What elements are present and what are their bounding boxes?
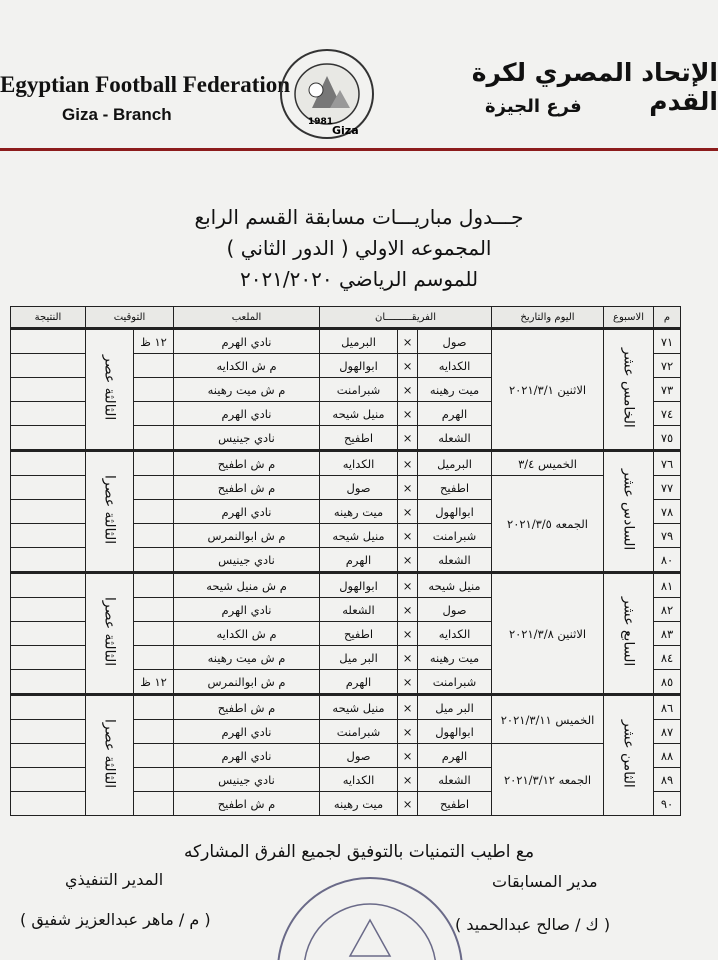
venue: نادي الهرم <box>174 598 320 622</box>
away-team: منيل شيحه <box>320 402 398 426</box>
competitions-manager-title: مدير المسابقات <box>492 872 598 891</box>
match-result <box>11 329 86 354</box>
home-team: الكدايه <box>418 354 492 378</box>
match-result <box>11 622 86 646</box>
away-team: اطفيح <box>320 622 398 646</box>
week-label-text: السابع عشر <box>620 597 637 667</box>
away-team: ابوالهول <box>320 573 398 598</box>
match-result <box>11 598 86 622</box>
match-result <box>11 426 86 451</box>
versus-mark: × <box>398 548 418 573</box>
home-team: اطفيح <box>418 476 492 500</box>
versus-mark: × <box>398 695 418 720</box>
week-label-text: الثامن عشر <box>620 720 637 788</box>
match-number: ٧٢ <box>654 354 681 378</box>
venue: نادي جينيس <box>174 548 320 573</box>
match-number: ٨٩ <box>654 768 681 792</box>
match-time <box>134 402 174 426</box>
match-result <box>11 402 86 426</box>
executive-director-title: المدير التنفيذي <box>65 870 164 889</box>
home-team: ميت رهينه <box>418 378 492 402</box>
match-result <box>11 573 86 598</box>
match-time <box>134 646 174 670</box>
match-time <box>134 598 174 622</box>
match-day-date: الخميس ٢٠٢١/٣/١١ <box>492 695 604 744</box>
venue: م ش ابوالنمرس <box>174 524 320 548</box>
home-team: الشعله <box>418 768 492 792</box>
match-time <box>134 744 174 768</box>
week-time <box>86 329 134 451</box>
venue: نادي الهرم <box>174 744 320 768</box>
match-result <box>11 451 86 476</box>
away-team: شبرامنت <box>320 378 398 402</box>
away-team: صول <box>320 476 398 500</box>
away-team: الهرم <box>320 670 398 695</box>
versus-mark: × <box>398 426 418 451</box>
away-team: ميت رهينه <box>320 500 398 524</box>
away-team: شبرامنت <box>320 720 398 744</box>
week-label <box>604 695 654 816</box>
branch-name-arabic: فرع الجيزة <box>485 96 582 117</box>
federation-name-english: Egyptian Football Federation <box>0 72 291 97</box>
col-header-week: الاسبوع <box>604 307 654 329</box>
venue: نادي جينيس <box>174 768 320 792</box>
versus-mark: × <box>398 670 418 695</box>
match-number: ٧١ <box>654 329 681 354</box>
schedule-title: جـــدول مباريـــات مسابقة القسم الرابع <box>194 205 524 229</box>
match-row <box>11 329 681 354</box>
venue: م ش اطفيح <box>174 451 320 476</box>
versus-mark: × <box>398 524 418 548</box>
week-label <box>604 573 654 695</box>
match-row <box>11 573 681 598</box>
versus-mark: × <box>398 792 418 816</box>
match-day-date: الجمعه ٢٠٢١/٣/٥ <box>492 476 604 573</box>
closing-greeting: مع اطيب التمنيات بالتوفيق لجميع الفرق المشاركه <box>183 842 535 862</box>
match-time <box>134 548 174 573</box>
home-team: منيل شيحه <box>418 573 492 598</box>
match-time <box>134 354 174 378</box>
col-header-result: النتيجة <box>11 307 86 329</box>
federation-name-arabic: الإتحاد المصري لكرة القدم <box>471 58 718 116</box>
home-team: الهرم <box>418 402 492 426</box>
match-number: ٨١ <box>654 573 681 598</box>
match-row <box>11 695 681 720</box>
match-day-date: الاثنين ٢٠٢١/٣/١ <box>492 329 604 451</box>
match-result <box>11 670 86 695</box>
col-header-date: اليوم والتاريخ <box>492 307 604 329</box>
versus-mark: × <box>398 476 418 500</box>
match-row <box>11 451 681 476</box>
venue: نادي الهرم <box>174 402 320 426</box>
versus-mark: × <box>398 598 418 622</box>
venue: م ش ميت رهينه <box>174 378 320 402</box>
giza-football-logo <box>272 46 382 146</box>
versus-mark: × <box>398 573 418 598</box>
match-time <box>134 500 174 524</box>
week-time-text: الثالثة عصرا <box>101 475 118 545</box>
match-number: ٨٧ <box>654 720 681 744</box>
home-team: شبرامنت <box>418 524 492 548</box>
match-time <box>134 524 174 548</box>
schedule-season: للموسم الرياضي ٢٠٢١/٢٠٢٠ <box>239 267 479 291</box>
match-day-date: الخميس ٣/٤ <box>492 451 604 476</box>
versus-mark: × <box>398 378 418 402</box>
week-time <box>86 573 134 695</box>
match-result <box>11 354 86 378</box>
venue: نادي جينيس <box>174 426 320 451</box>
match-result <box>11 720 86 744</box>
venue: نادي الهرم <box>174 720 320 744</box>
match-number: ٨٨ <box>654 744 681 768</box>
away-team: الهرم <box>320 548 398 573</box>
match-schedule-table <box>10 306 681 816</box>
versus-mark: × <box>398 744 418 768</box>
match-result <box>11 476 86 500</box>
away-team: صول <box>320 744 398 768</box>
match-number: ٩٠ <box>654 792 681 816</box>
home-team: البرميل <box>418 451 492 476</box>
venue: م ش اطفيح <box>174 476 320 500</box>
match-time <box>134 622 174 646</box>
match-result <box>11 548 86 573</box>
match-number: ٧٨ <box>654 500 681 524</box>
logo-name: Giza <box>332 124 359 137</box>
home-team: البر ميل <box>418 695 492 720</box>
away-team: ميت رهينه <box>320 792 398 816</box>
col-header-no: م <box>654 307 681 329</box>
away-team: البر ميل <box>320 646 398 670</box>
venue: م ش اطفيح <box>174 695 320 720</box>
away-team: الشعله <box>320 598 398 622</box>
venue: نادي الهرم <box>174 500 320 524</box>
home-team: اطفيح <box>418 792 492 816</box>
away-team: الكدايه <box>320 768 398 792</box>
match-time <box>134 378 174 402</box>
match-result <box>11 646 86 670</box>
match-number: ٧٦ <box>654 451 681 476</box>
match-number: ٧٥ <box>654 426 681 451</box>
away-team: اطفيح <box>320 426 398 451</box>
week-time-text: الثالثة عصر <box>101 355 118 421</box>
home-team: صول <box>418 598 492 622</box>
match-number: ٧٧ <box>654 476 681 500</box>
match-number: ٨٦ <box>654 695 681 720</box>
home-team: شبرامنت <box>418 670 492 695</box>
col-header-teams: الفريقـــــــــان <box>320 307 492 329</box>
versus-mark: × <box>398 768 418 792</box>
week-label <box>604 451 654 573</box>
versus-mark: × <box>398 402 418 426</box>
versus-mark: × <box>398 720 418 744</box>
week-label <box>604 329 654 451</box>
home-team: ميت رهينه <box>418 646 492 670</box>
venue: م ش ابوالنمرس <box>174 670 320 695</box>
stamp-seal <box>270 870 470 960</box>
col-header-venue: الملعب <box>174 307 320 329</box>
header-divider <box>0 148 718 151</box>
versus-mark: × <box>398 354 418 378</box>
away-team: البرميل <box>320 329 398 354</box>
versus-mark: × <box>398 451 418 476</box>
match-time: ١٢ ظ <box>134 670 174 695</box>
match-number: ٧٩ <box>654 524 681 548</box>
away-team: منيل شيحه <box>320 524 398 548</box>
venue: م ش اطفيح <box>174 792 320 816</box>
versus-mark: × <box>398 646 418 670</box>
week-label-text: السادس عشر <box>620 469 637 551</box>
match-result <box>11 695 86 720</box>
match-result <box>11 500 86 524</box>
versus-mark: × <box>398 500 418 524</box>
week-label-text: الخامس عشر <box>620 348 637 428</box>
match-time <box>134 426 174 451</box>
match-day-date: الجمعه ٢٠٢١/٣/١٢ <box>492 744 604 816</box>
versus-mark: × <box>398 329 418 354</box>
match-result <box>11 378 86 402</box>
match-time: ١٢ ظ <box>134 329 174 354</box>
match-number: ٨٠ <box>654 548 681 573</box>
match-time <box>134 476 174 500</box>
home-team: الشعله <box>418 548 492 573</box>
week-time-text: الثالثة عصرا <box>101 719 118 789</box>
match-result <box>11 768 86 792</box>
branch-name-english: Giza - Branch <box>62 105 172 124</box>
col-header-time: التوقيت <box>86 307 174 329</box>
venue: م ش منيل شيحه <box>174 573 320 598</box>
executive-director-name: ( م / ماهر عبدالعزيز شفيق ) <box>20 910 211 929</box>
home-team: صول <box>418 329 492 354</box>
week-time <box>86 451 134 573</box>
week-time-text: الثالثة عصرا <box>101 597 118 667</box>
home-team: الشعله <box>418 426 492 451</box>
match-result <box>11 792 86 816</box>
schedule-group: المجموعه الاولي ( الدور الثاني ) <box>226 236 492 260</box>
match-number: ٨٥ <box>654 670 681 695</box>
match-day-date: الاثنين ٢٠٢١/٣/٨ <box>492 573 604 695</box>
match-result <box>11 524 86 548</box>
match-number: ٧٣ <box>654 378 681 402</box>
match-number: ٧٤ <box>654 402 681 426</box>
match-time <box>134 720 174 744</box>
week-time <box>86 695 134 816</box>
match-time <box>134 695 174 720</box>
match-number: ٨٣ <box>654 622 681 646</box>
venue: م ش الكدايه <box>174 622 320 646</box>
match-number: ٨٤ <box>654 646 681 670</box>
match-time <box>134 792 174 816</box>
match-time <box>134 451 174 476</box>
home-team: الكدايه <box>418 622 492 646</box>
match-time <box>134 768 174 792</box>
logo-year: 1981 <box>308 117 334 127</box>
match-time <box>134 573 174 598</box>
versus-mark: × <box>398 622 418 646</box>
competitions-manager-name: ( ك / صالح عبدالحميد ) <box>455 915 611 934</box>
venue: م ش ميت رهينه <box>174 646 320 670</box>
match-number: ٨٢ <box>654 598 681 622</box>
away-team: الكدايه <box>320 451 398 476</box>
away-team: ابوالهول <box>320 354 398 378</box>
away-team: منيل شيحه <box>320 695 398 720</box>
table-header-row <box>11 307 681 329</box>
home-team: الهرم <box>418 744 492 768</box>
venue: م ش الكدايه <box>174 354 320 378</box>
match-result <box>11 744 86 768</box>
venue: نادي الهرم <box>174 329 320 354</box>
home-team: ابوالهول <box>418 720 492 744</box>
home-team: ابوالهول <box>418 500 492 524</box>
